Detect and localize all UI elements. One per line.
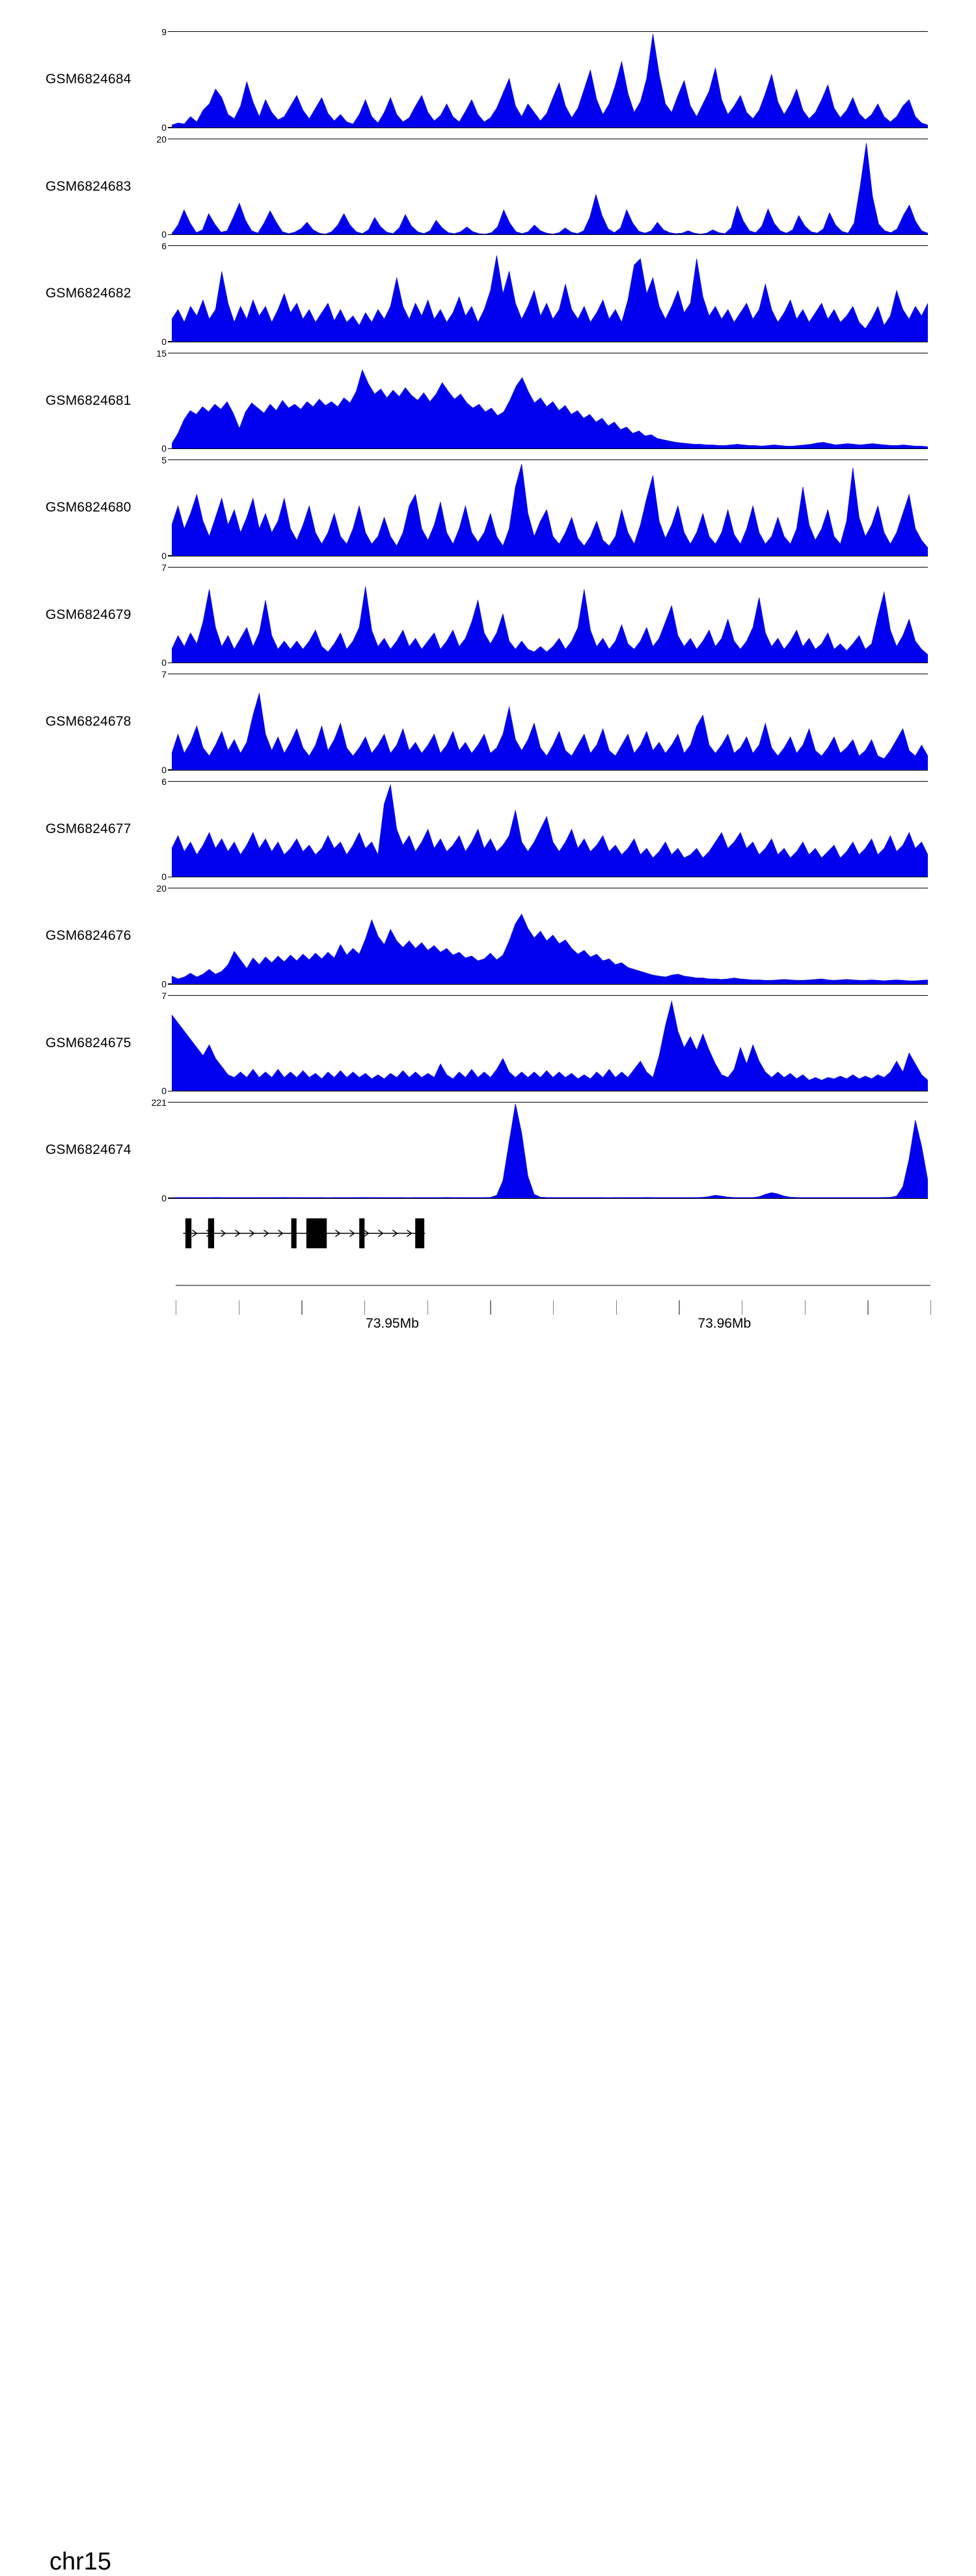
coverage-area — [172, 586, 928, 663]
coverage-track — [0, 562, 976, 669]
ruler-tick — [427, 1300, 428, 1315]
axis-max-tick — [168, 245, 172, 246]
coverage-area — [172, 1001, 928, 1091]
coverage-area — [172, 914, 928, 984]
ruler-tick — [490, 1300, 491, 1315]
track-label: GSM6824683 — [46, 178, 131, 194]
axis-max-label: 6 — [161, 241, 167, 251]
track-label: GSM6824676 — [46, 928, 131, 944]
track-label: GSM6824678 — [46, 714, 131, 730]
ruler-tick — [553, 1300, 554, 1315]
track-plot-area — [172, 31, 928, 128]
genome-ruler-area — [0, 1269, 976, 2575]
axis-max-label: 7 — [161, 669, 167, 679]
axis-max-label: 15 — [156, 348, 167, 359]
axis-min-tick — [168, 769, 172, 770]
track-label: GSM6824680 — [46, 500, 131, 515]
track-plot-area — [172, 781, 928, 878]
track-label: GSM6824674 — [46, 1142, 131, 1158]
exon-block — [415, 1218, 424, 1248]
exon-block — [359, 1218, 364, 1248]
axis-max-label: 7 — [161, 990, 167, 1001]
axis-max-label: 6 — [161, 776, 167, 787]
axis-min-tick — [168, 448, 172, 449]
coverage-area — [172, 784, 928, 877]
axis-max-tick — [168, 567, 172, 568]
axis-min-tick — [168, 983, 172, 984]
ruler-tick — [364, 1300, 365, 1315]
coverage-track — [0, 26, 976, 133]
axis-min-label: 0 — [161, 871, 167, 882]
axis-max-tick — [168, 1102, 172, 1103]
exon-block — [208, 1218, 214, 1248]
axis-min-tick — [168, 555, 172, 556]
track-label: GSM6824684 — [46, 72, 131, 87]
axis-max-tick — [168, 781, 172, 782]
axis-min-label: 0 — [161, 764, 167, 775]
axis-min-label: 0 — [161, 1086, 167, 1096]
coverage-track — [0, 776, 976, 883]
axis-max-label: 9 — [161, 27, 167, 37]
track-label: GSM6824681 — [46, 392, 131, 408]
axis-min-label: 0 — [161, 443, 167, 454]
axis-min-label: 0 — [161, 122, 167, 133]
ruler-tick — [930, 1300, 931, 1315]
ruler-baseline — [176, 1285, 930, 1286]
coverage-track — [0, 133, 976, 241]
axis-max-label: 20 — [156, 133, 167, 144]
exon-block — [185, 1218, 191, 1248]
track-plot-area — [172, 245, 928, 342]
coverage-area — [172, 693, 928, 769]
coverage-area — [172, 1104, 928, 1198]
track-plot-area — [172, 888, 928, 985]
exon-block — [306, 1218, 327, 1248]
axis-min-label: 0 — [161, 336, 167, 347]
gene-model-track — [172, 1207, 928, 1259]
coverage-area — [172, 256, 928, 342]
axis-min-label: 0 — [161, 978, 167, 989]
coverage-track — [0, 668, 976, 776]
ruler-tick — [301, 1300, 302, 1315]
axis-min-tick — [168, 127, 172, 128]
track-plot-area — [172, 139, 928, 236]
axis-max-label: 20 — [156, 883, 167, 894]
coverage-track — [0, 454, 976, 562]
genome-ruler — [176, 1269, 930, 1347]
axis-max-tick — [168, 31, 172, 32]
axis-min-label: 0 — [161, 229, 167, 240]
axis-min-label: 0 — [161, 1192, 167, 1203]
axis-max-tick — [168, 459, 172, 460]
ruler-tick — [867, 1300, 868, 1315]
ruler-label: 73.96Mb — [698, 1316, 752, 1331]
axis-min-label: 0 — [161, 657, 167, 668]
coverage-track — [0, 883, 976, 990]
exon-block — [291, 1218, 297, 1248]
track-plot-area — [172, 995, 928, 1092]
axis-min-tick — [168, 341, 172, 342]
track-label: GSM6824677 — [46, 821, 131, 836]
track-plot-area — [172, 353, 928, 450]
chromosome-label: chr15 — [49, 2548, 112, 2575]
coverage-track — [0, 1097, 976, 1204]
axis-max-label: 221 — [151, 1097, 167, 1108]
ruler-tick — [805, 1300, 806, 1315]
coverage-track — [0, 990, 976, 1097]
track-label: GSM6824679 — [46, 607, 131, 622]
track-label: GSM6824675 — [46, 1035, 131, 1050]
coverage-area — [172, 143, 928, 234]
axis-max-label: 5 — [161, 455, 167, 465]
axis-max-label: 7 — [161, 562, 167, 573]
ruler-label: 73.95Mb — [366, 1316, 419, 1331]
coverage-track — [0, 348, 976, 455]
axis-min-label: 0 — [161, 550, 167, 561]
ruler-tick — [616, 1300, 617, 1315]
axis-max-tick — [168, 995, 172, 996]
track-plot-area — [172, 674, 928, 771]
axis-min-tick — [168, 234, 172, 235]
track-plot-area — [172, 567, 928, 664]
coverage-area — [172, 370, 928, 448]
track-label: GSM6824682 — [46, 286, 131, 301]
coverage-track — [0, 240, 976, 348]
track-plot-area — [172, 459, 928, 556]
coverage-area — [172, 464, 928, 556]
track-plot-area — [172, 1102, 928, 1199]
coverage-area — [172, 34, 928, 127]
